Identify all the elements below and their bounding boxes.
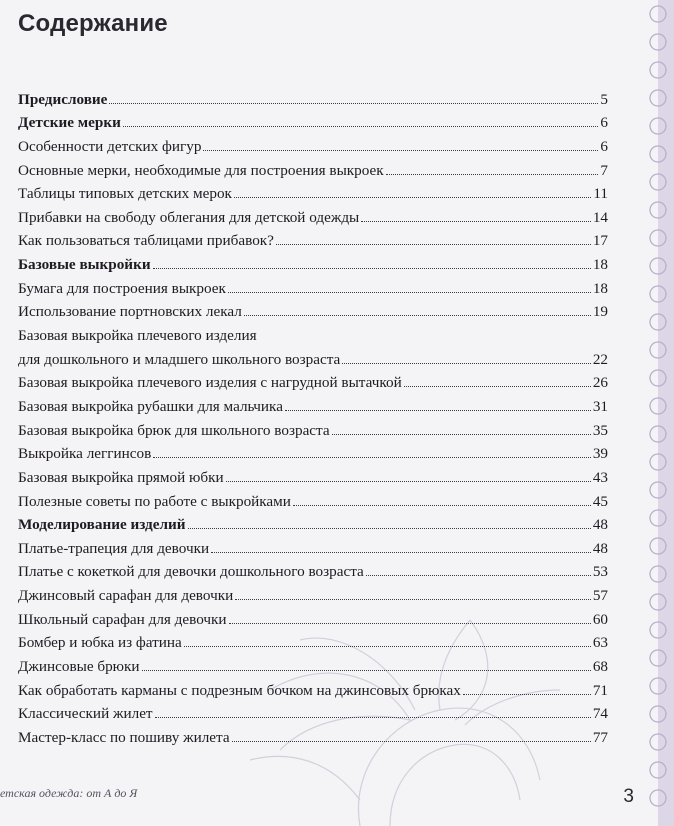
dot-leader xyxy=(361,221,591,222)
toc-entry-title: Базовая выкройка плечевого изделия с нагрудной вытачкой xyxy=(18,374,402,392)
toc-entry xyxy=(18,675,608,699)
toc-entry-title: Бумага для построения выкроек xyxy=(18,279,226,297)
toc-entry-page: 7 xyxy=(600,161,608,179)
toc-entry-title: Классический жилет xyxy=(18,705,153,723)
toc-entry-title: Основные мерки, необходимые для построения выкроек xyxy=(18,161,384,179)
toc-entry-title: Базовая выкройка прямой юбки xyxy=(18,468,224,486)
dot-leader xyxy=(229,623,591,624)
toc-entry-page: 74 xyxy=(592,705,608,723)
toc-entry-title: Джинсовый сарафан для девочки xyxy=(18,587,234,605)
dot-leader xyxy=(184,646,591,647)
toc-entry xyxy=(18,155,608,179)
dot-leader xyxy=(293,505,591,506)
toc-entry-title: Как пользоваться таблицами прибавок? xyxy=(18,232,274,250)
toc-entry-page: 5 xyxy=(600,90,608,108)
dot-leader xyxy=(232,741,591,742)
dot-leader xyxy=(203,150,598,151)
lace-border xyxy=(644,0,674,826)
toc-entry-page: 31 xyxy=(592,397,608,415)
toc-entry-title: Базовая выкройка плечевого изделия xyxy=(18,327,257,345)
toc-entry-title: Предисловие xyxy=(18,90,108,108)
toc-entry xyxy=(18,344,608,368)
toc-entry-page: 63 xyxy=(592,634,608,652)
toc-entry-page: 18 xyxy=(592,279,608,297)
toc-entry-title: Базовая выкройка рубашки для мальчика xyxy=(18,397,283,415)
toc-entry-title: Джинсовые брюки xyxy=(18,658,140,676)
toc-entry-page: 18 xyxy=(592,256,608,274)
toc-entry-title: Полезные советы по работе с выкройками xyxy=(18,492,291,510)
dot-leader xyxy=(153,457,591,458)
dot-leader xyxy=(285,410,591,411)
toc-entry-page: 17 xyxy=(592,232,608,250)
dot-leader xyxy=(244,315,591,316)
toc-entry-page: 11 xyxy=(593,185,608,203)
toc-entry xyxy=(18,273,608,297)
toc-entry-page: 26 xyxy=(592,374,608,392)
dot-leader xyxy=(228,292,591,293)
dot-leader xyxy=(342,363,591,364)
dot-leader xyxy=(155,717,591,718)
toc-entry-page: 53 xyxy=(592,563,608,581)
toc-entry-page: 71 xyxy=(592,681,608,699)
dot-leader xyxy=(153,268,591,269)
toc-entry xyxy=(18,651,608,675)
toc-entry xyxy=(18,557,608,581)
toc-entry xyxy=(18,628,608,652)
toc-entry-page: 60 xyxy=(592,610,608,628)
toc-entry-title: Использование портновских лекал xyxy=(18,303,242,321)
toc-entry xyxy=(18,439,608,463)
dot-leader xyxy=(276,244,591,245)
toc-entry xyxy=(18,699,608,723)
toc-entry-page: 6 xyxy=(600,114,608,132)
running-footer: етская одежда: от А до Я xyxy=(0,786,138,800)
toc-entry xyxy=(18,131,608,155)
toc-entry xyxy=(18,320,608,344)
toc-entry xyxy=(18,297,608,321)
dot-leader xyxy=(235,599,591,600)
toc-entry-page: 77 xyxy=(592,728,608,746)
toc-entry xyxy=(18,249,608,273)
dot-leader xyxy=(234,197,591,198)
dot-leader xyxy=(404,386,591,387)
toc-entry xyxy=(18,510,608,534)
toc-entry-title: Выкройка леггинсов xyxy=(18,445,152,463)
dot-leader xyxy=(109,103,598,104)
dot-leader xyxy=(226,481,591,482)
toc-entry xyxy=(18,462,608,486)
page-title: Содержание xyxy=(18,10,168,37)
dot-leader xyxy=(463,694,591,695)
toc-entry-page: 19 xyxy=(592,303,608,321)
dot-leader xyxy=(123,126,599,127)
toc-entry-page: 22 xyxy=(592,350,608,368)
dot-leader xyxy=(142,670,591,671)
toc-entry xyxy=(18,179,608,203)
toc-entry-title: для дошкольного и младшего школьного возраста xyxy=(18,350,341,368)
toc-entry-page: 6 xyxy=(600,137,608,155)
toc-entry xyxy=(18,84,608,108)
toc-entry-page: 48 xyxy=(592,539,608,557)
toc-entry xyxy=(18,226,608,250)
toc-entry-page: 45 xyxy=(592,492,608,510)
toc-entry-page: 57 xyxy=(592,587,608,605)
toc-entry-title: Базовые выкройки xyxy=(18,256,151,274)
dot-leader xyxy=(386,174,599,175)
toc-entry-title: Платье с кокеткой для девочки дошкольного возраста xyxy=(18,563,364,581)
toc-entry-title: Базовая выкройка брюк для школьного возраста xyxy=(18,421,330,439)
dot-leader xyxy=(188,528,591,529)
toc-entry-title: Моделирование изделий xyxy=(18,516,186,534)
dot-leader xyxy=(366,575,591,576)
toc-entry-title: Платье-трапеция для девочки xyxy=(18,539,210,557)
toc-entry xyxy=(18,391,608,415)
toc-entry-title: Мастер-класс по пошиву жилета xyxy=(18,728,230,746)
toc-entry-title: Как обработать карманы с подрезным бочком на джинсовых брюках xyxy=(18,681,461,699)
toc-entry-page: 43 xyxy=(592,468,608,486)
toc-entry xyxy=(18,580,608,604)
toc-entry xyxy=(18,108,608,132)
toc-entry-page: 39 xyxy=(592,445,608,463)
toc-entry xyxy=(18,486,608,510)
toc-entry xyxy=(18,533,608,557)
toc-entry-title: Прибавки на свободу облегания для детской одежды xyxy=(18,208,360,226)
toc-entry-page: 68 xyxy=(592,658,608,676)
dot-leader xyxy=(211,552,591,553)
toc-entry-title: Детские мерки xyxy=(18,114,121,132)
toc-entry xyxy=(18,604,608,628)
toc-entry-title: Бомбер и юбка из фатина xyxy=(18,634,182,652)
toc-entry xyxy=(18,202,608,226)
toc-entry-page: 48 xyxy=(592,516,608,534)
toc-entry xyxy=(18,722,608,746)
toc-entry xyxy=(18,368,608,392)
toc-entry-page: 14 xyxy=(592,208,608,226)
toc-entry xyxy=(18,415,608,439)
dot-leader xyxy=(332,434,591,435)
table-of-contents xyxy=(18,84,608,746)
toc-entry-page: 35 xyxy=(592,421,608,439)
toc-entry-title: Особенности детских фигур xyxy=(18,137,202,155)
page-number: 3 xyxy=(623,786,634,807)
toc-entry-title: Таблицы типовых детских мерок xyxy=(18,185,232,203)
toc-entry-title: Школьный сарафан для девочки xyxy=(18,610,227,628)
